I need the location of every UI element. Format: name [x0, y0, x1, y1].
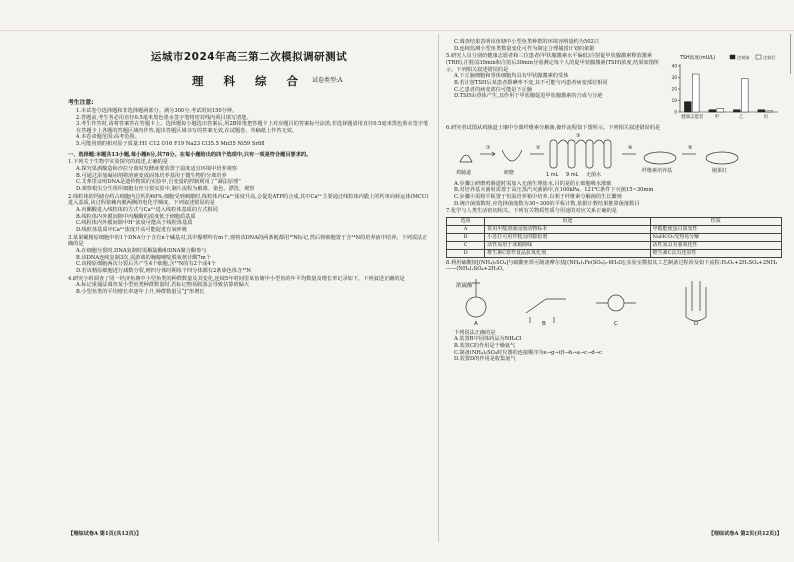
- apparatus-figure: [446, 273, 782, 327]
- test-tube-1: [550, 140, 557, 168]
- notice-block: [68, 100, 430, 147]
- bar-before: [758, 110, 765, 112]
- table-row: [447, 233, 782, 241]
- question-stem: 1.下列关于生物学实验探究的叙述,正确的是: [68, 159, 168, 166]
- question-stem: 2.线粒体的钙储存约占细胞内总钙的60%,细胞受到刺激时,线粒体内Ca²⁺浓度升高,会促进ATP的合成,其中Ca²⁺主要通过线粒体内膜上的钙单向转运体(MCU)进入基质,该过程依赖内膜两侧的电化学梯度。下列叙述错误的是: [68, 193, 429, 207]
- apparatus-label: D: [694, 321, 699, 328]
- fig-label: 1 mL: [546, 171, 559, 178]
- test-tube-3: [586, 140, 593, 168]
- question-stem: 8.利用硫酸铵[(NH₄)₂SO₄]与硫酸亚铁可制备摩尔盐[(NH₄)₂Fe(SO₄)₂·6H₂O],实验室模拟其工艺制备过程涉及如下流程:H₂O₂+2H₂SO₄+2NH₃——(NH₄)₂SO₄+2H₂O。: [446, 259, 778, 273]
- page-right: [446, 38, 782, 538]
- option: B.该DNA连续复制3次,需游离的胸腺嘧啶脱氧核苷酸7m个: [76, 254, 211, 261]
- table-cell: 维生素C常作食品抗氧化剂: [485, 249, 650, 257]
- table-cell: 小苏打可用作糕点的膨松剂: [485, 233, 650, 241]
- option: A.装置B中固体药品为NH₄Cl: [454, 336, 522, 343]
- mortar-icon: [502, 150, 522, 161]
- option: D.观察根尖分生组织细胞有丝分裂实验中,制片流程为解离、染色、漂洗、观察: [76, 186, 255, 193]
- question-stem: 7.化学与人类生活密切相关。下列有关物质性质与用途的对应关系正确的是: [446, 208, 617, 215]
- y-tick-label: 20: [671, 86, 677, 92]
- option: B.线粒体内外膜间隙中丙酮酸的浓度低于细胞质基质: [76, 213, 196, 220]
- table-cell: D: [447, 249, 485, 257]
- y-tick-label: 40: [671, 63, 677, 69]
- paper-type: 试卷类型:A: [312, 77, 343, 85]
- table-cell: 维生素C具有还原性: [650, 249, 781, 257]
- bar-after: [741, 79, 748, 112]
- y-tick-label: 10: [671, 98, 677, 104]
- notice-heading: 考生注意:: [68, 100, 94, 107]
- transfer-arrows: [558, 140, 604, 144]
- left-questions: [68, 159, 430, 295]
- tsh-bar-chart: [664, 52, 782, 124]
- option: B.若注射TSH后某患者摄碘率不变,其不可能与丙患者病变部位相同: [454, 79, 608, 86]
- x-tick-label: 甲: [714, 115, 719, 121]
- table-cell: A: [447, 225, 485, 233]
- apparatus-label: A: [474, 321, 478, 328]
- table-row: [447, 249, 782, 257]
- bar-after: [692, 74, 699, 112]
- tube-B: [526, 299, 566, 313]
- option: A.步骤①研磨鸡肠道时需加入无菌生理盐水,目的是防止细胞吸水涨破: [454, 180, 612, 187]
- option: C.步骤④需将平板置于恒温培养箱中培养,以利于纤维素分解菌的生长繁殖: [454, 193, 622, 200]
- petri-dish-1: [644, 152, 676, 164]
- table-header-row: [447, 217, 782, 225]
- table-cell: B: [447, 233, 485, 241]
- table-header: 用途: [485, 217, 650, 225]
- bar-before: [733, 110, 740, 112]
- chart-title: TSH浓度(mU/L): [680, 56, 716, 62]
- option: B.可通过添加凝固剂将溶液变成固体培养基用于微生物的分离培养: [76, 172, 227, 179]
- flask-A: [466, 297, 486, 317]
- question-stem: 5.研究人员分别给健康志愿者和三位患者(甲状腺激素水平偏低)注射促甲状腺激素释放激素(TRH),注射前30min和注射后30min分别测定每个人的促甲状腺激素(TSH)浓度,结果如图所示。下列相关叙述错误的是: [446, 53, 660, 73]
- question-stem: 4.研究小组调查了同一经济鱼塘中小型鱼类的种群数量及其变化,连续5年时间里某鱼塘中小型鱼的年平均数量及增长率记录如下。下列叙述正确的是: [68, 275, 405, 282]
- question-block: [68, 276, 430, 296]
- binding-mark: [785, 34, 791, 74]
- x-tick-label: 丙: [763, 115, 768, 121]
- table-cell: 甲醛能使蛋白质变性: [650, 225, 781, 233]
- culture-procedure-figure: [446, 132, 782, 178]
- option: A.在细胞分裂时,DNA复制时需解旋酶和DNA聚合酶参与: [76, 247, 207, 254]
- section-heading: 一、选择题:本题共13小题,每小题6分,共78分。在每小题给出的四个选项中,只有一项是符合题目要求的。: [68, 151, 312, 158]
- question-4-cont: [446, 39, 782, 52]
- apparatus-label: B: [542, 321, 546, 328]
- fig-label: 鸡肠道: [456, 169, 472, 176]
- step-label: ③: [576, 132, 581, 139]
- option: C.制备(NH₄)₂SO₄时仪器的连接顺序为e→g→(f)→h→a→c→d→c: [454, 349, 603, 356]
- table-header: 性质: [650, 217, 781, 225]
- table-header: 选项: [447, 217, 485, 225]
- table-row: [447, 225, 782, 233]
- table-cell: C: [447, 241, 485, 249]
- notice-item: 4.本卷命题范围:高考范围。: [76, 134, 140, 141]
- option: 下列说法正确的是: [454, 329, 496, 336]
- question-5-block: [446, 52, 782, 124]
- y-tick-label: 30: [671, 75, 677, 81]
- page-left: [68, 38, 430, 538]
- legend-swatch: [756, 55, 761, 59]
- bar-before: [684, 102, 691, 112]
- chicken-gut-icon: [460, 155, 472, 162]
- fig-label: 无菌水: [586, 171, 602, 178]
- option: C.该精原细胞两次分裂后共产生4个细胞,含¹⁵N的有2个或4个: [76, 261, 216, 268]
- table-cell: 常用甲醛溶液浸泡动物标本: [485, 225, 650, 233]
- bottle-D: [686, 287, 706, 321]
- step-label: ②: [536, 144, 541, 151]
- legend-label: 注射前: [737, 55, 750, 61]
- footer-left: 【理综试卷A 第1页(共12页)】: [68, 531, 142, 538]
- petri-dish-2: [706, 152, 738, 164]
- question-stem: 6.研究者试图从鸡肠道土壤中分离纤维素分解菌,操作流程如下图所示。下列相关叙述错误的是: [446, 125, 661, 132]
- drying-tube-C: [608, 295, 624, 311]
- option: A.丙酮酸进入线粒体的方式与Ca²⁺进入线粒体基质的方式相同: [76, 207, 218, 214]
- table-cell: 活性炭用于冰箱除味: [485, 241, 650, 249]
- option: D.若该精原细胞进行减数分裂,则四分体时期每个四分体都有2条染色体含¹⁵N: [76, 267, 251, 274]
- page-divider: [438, 34, 439, 542]
- option: B.装置C的作用是干燥氨气: [454, 343, 516, 350]
- subject-row: [68, 74, 430, 90]
- fig-label: 研磨: [504, 169, 515, 176]
- option: D.线粒体基质中Ca²⁺浓度升高可能促进有氧呼吸: [76, 227, 187, 233]
- notice-item: 3.考生作答时,请将答案答在答题卡上。选择题每小题选出答案后,用2B铅笔把答题卡上对应题目的答案标号涂黑;非选择题请用直径0.5毫米黑色墨水签字笔在答题卡上各题的答题区域内作答,超出答题区域书写的答案无效,在试题卷、草稿纸上作答无效。: [76, 121, 429, 134]
- question-block: [68, 159, 430, 192]
- table-cell: NaHCO₃受热易分解: [650, 233, 781, 241]
- fig-label: 刚果红: [712, 167, 728, 174]
- legend-swatch: [730, 55, 735, 59]
- top-edge-line: [0, 30, 794, 31]
- option: A.探究果酒酿造和沙拉分离时发酵液要放置于温度适宜环境中培养观察: [76, 166, 238, 173]
- option: D.TSH由垂体产生,其作用于甲状腺促进甲状腺激素的合成与分泌: [454, 93, 603, 100]
- question-stem: 3.某果蝇精原细胞中的1个DNA分子含有n个碱基对,其中腺嘌呤有m个,现将该DNA的两条链都用¹⁵N标记,然后将细胞置于含¹⁴N的培养液中培养。下列说法正确的是: [68, 234, 428, 248]
- notice-item: 2.答题前,考生务必用直径0.5毫米黑色墨水签字笔将密封线内项目填写清楚。: [76, 114, 252, 121]
- notice-item: 1.本试卷分选择题和非选择题两部分。满分300分,考试时间150分钟。: [76, 107, 238, 114]
- test-tube-4: [604, 140, 611, 168]
- option: C.调查结果表明该鱼塘中小型鱼类种群的环境容纳量约为502只: [454, 39, 600, 45]
- option: B.对培养基灭菌时需置于高压蒸汽灭菌锅中,在100kPa、121℃条件下灭菌15~30min: [454, 187, 654, 194]
- x-tick-label: 健康志愿者: [681, 115, 704, 121]
- y-tick-label: 0: [674, 109, 677, 115]
- apparatus-label: C: [614, 321, 618, 328]
- fig-label: 纤维素培养基: [642, 167, 673, 174]
- step-label: ④: [628, 144, 633, 151]
- exam-title: 运城市2024年高三第二次模拟调研测试: [150, 51, 348, 63]
- x-tick-label: 乙: [739, 115, 744, 121]
- notice-item: 5.可能用到的相对原子质量:H1 C12 O16 F19 Na23 Cl35.5 Mn55 Ni59 Sr88: [76, 141, 265, 148]
- option: A.标记重捕法调查某小型鱼类种群数量时,若标记物易脱落会导致估算值偏大: [76, 282, 250, 289]
- flask-A-neck: [472, 279, 480, 297]
- option: B.小型鱼类的平均增长率逐年上升,种群数量呈“J”形增长: [76, 288, 205, 295]
- question-5-text: [446, 52, 660, 124]
- property-table: [446, 217, 782, 258]
- step-label: ①: [486, 144, 491, 151]
- question-block: [68, 235, 430, 275]
- option: D.装置D的作用是收集氨气: [454, 356, 516, 363]
- option: C.线粒体内外膜间隙中H⁺浓度可能高于线粒体基质: [76, 220, 193, 227]
- bar-after: [717, 109, 724, 112]
- legend-label: 注射后: [763, 55, 776, 61]
- bar-before: [709, 110, 716, 112]
- option: D.统计菌落数时,应选择菌落数为30~300的平板计数,依据计数结果推算菌落数目: [454, 200, 640, 207]
- option: D.连续监测小型鱼类数量变化可作为制定合理捕捞计划的依据: [454, 45, 595, 52]
- subject-title: 理 科 综 合: [191, 74, 306, 89]
- option: A.下丘脑细胞和垂体细胞均具有甲状腺激素的受体: [454, 73, 569, 80]
- table-row: [447, 241, 782, 249]
- footer-right: 【理综试卷A 第2页(共12页)】: [708, 531, 782, 538]
- pipes-D: [692, 281, 700, 311]
- option: C.艾弗里证明DNA是遗传物质的实验中,自变量的控制利用了“减法原理”: [76, 179, 241, 186]
- reagent-label: 浓硫酸: [456, 283, 473, 290]
- step-label: ⑤: [688, 144, 693, 151]
- test-tube-2: [568, 140, 575, 168]
- fig-label: 9 mL: [566, 171, 579, 178]
- table-cell: 活性炭具有强氧化性: [650, 241, 781, 249]
- question-block: [68, 194, 430, 234]
- bar-after: [766, 111, 773, 112]
- option: C.乙患者的病变部位可能是下丘脑: [454, 86, 533, 93]
